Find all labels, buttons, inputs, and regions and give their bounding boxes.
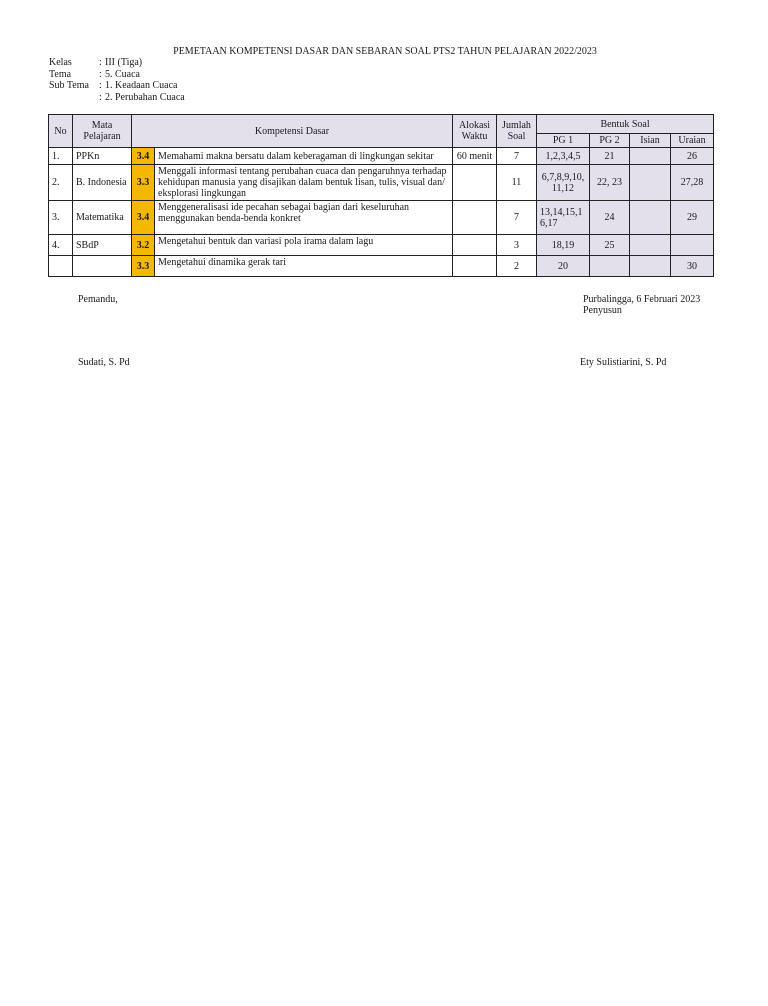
cell-pg2: 22, 23 <box>590 165 630 201</box>
header-uraian: Uraian <box>671 134 714 148</box>
cell-pg2: 24 <box>590 201 630 235</box>
kd-mapping-table <box>48 114 714 277</box>
cell-mapel: Matematika <box>73 201 132 235</box>
signature-left-role: Pemandu, <box>78 294 118 305</box>
cell-kd-number: 3.4 <box>132 148 155 165</box>
cell-isian <box>630 201 671 235</box>
cell-uraian <box>671 235 714 256</box>
cell-alokasi <box>453 201 497 235</box>
cell-kd-number: 3.3 <box>132 256 155 277</box>
table-row <box>49 201 714 235</box>
meta-value: 5. Cuaca <box>105 68 140 80</box>
cell-uraian: 27,28 <box>671 165 714 201</box>
meta-value: 2. Perubahan Cuaca <box>105 91 185 103</box>
cell-pg1: 13,14,15,1 6,17 <box>537 201 590 235</box>
meta-value: III (Tiga) <box>105 57 143 68</box>
table-row <box>49 235 714 256</box>
meta-colon: : <box>99 80 102 92</box>
meta-label: Tema <box>49 68 72 80</box>
cell-isian <box>630 148 671 165</box>
meta-row-kelas <box>49 57 185 69</box>
signature-right-name: Ety Sulistiarini, S. Pd <box>580 357 667 368</box>
cell-uraian: 29 <box>671 201 714 235</box>
cell-mapel: SBdP <box>73 235 132 256</box>
cell-pg1: 6,7,8,9,10, 11,12 <box>537 165 590 201</box>
meta-row-subtema-2 <box>49 92 185 104</box>
cell-alokasi <box>453 235 497 256</box>
header-isian: Isian <box>630 134 671 148</box>
cell-uraian: 30 <box>671 256 714 277</box>
document-meta <box>49 57 185 103</box>
cell-isian <box>630 235 671 256</box>
cell-jumlah: 11 <box>497 165 537 201</box>
meta-colon: : <box>99 68 102 80</box>
cell-no: 3. <box>49 201 73 235</box>
cell-pg2: 21 <box>590 148 630 165</box>
signature-left-name: Sudati, S. Pd <box>78 357 130 368</box>
cell-mapel: PPKn <box>73 148 132 165</box>
meta-value: 1. Keadaan Cuaca <box>105 80 178 92</box>
cell-isian <box>630 256 671 277</box>
cell-no <box>49 256 73 277</box>
cell-mapel <box>73 256 132 277</box>
cell-no: 1. <box>49 148 73 165</box>
cell-jumlah: 7 <box>497 201 537 235</box>
cell-jumlah: 2 <box>497 256 537 277</box>
cell-kd-text: Menggali informasi tentang perubahan cuaca dan pengaruhnya terhadap kehidupan manusia yang disajikan dalam bentuk lisan, tulis, visual dan/ eksplorasi lingkungan <box>155 165 453 201</box>
header-mata-pelajaran: Mata Pelajaran <box>73 115 132 148</box>
cell-no: 2. <box>49 165 73 201</box>
header-bentuk-soal: Bentuk Soal <box>537 115 714 134</box>
cell-kd-number: 3.3 <box>132 165 155 201</box>
cell-alokasi: 60 menit <box>453 148 497 165</box>
cell-alokasi <box>453 256 497 277</box>
cell-no: 4. <box>49 235 73 256</box>
cell-jumlah: 3 <box>497 235 537 256</box>
cell-pg1: 1,2,3,4,5 <box>537 148 590 165</box>
cell-jumlah: 7 <box>497 148 537 165</box>
meta-row-subtema <box>49 80 185 92</box>
header-jumlah-soal: Jumlah Soal <box>497 115 537 148</box>
document-title: PEMETAAN KOMPETENSI DASAR DAN SEBARAN SOAL PTS2 TAHUN PELAJARAN 2022/2023 <box>173 46 597 57</box>
signature-right-role: Penyusun <box>583 305 622 316</box>
cell-kd-number: 3.2 <box>132 235 155 256</box>
cell-uraian: 26 <box>671 148 714 165</box>
meta-label: Sub Tema <box>49 80 89 92</box>
header-pg1: PG 1 <box>537 134 590 148</box>
cell-pg2: 25 <box>590 235 630 256</box>
cell-kd-text: Menggeneralisasi ide pecahan sebagai bagian dari keseluruhan menggunakan benda-benda konkret <box>155 201 453 235</box>
cell-kd-number: 3.4 <box>132 201 155 235</box>
meta-colon: : <box>99 91 102 103</box>
cell-kd-text: Mengetahui dinamika gerak tari <box>155 256 453 277</box>
cell-pg2 <box>590 256 630 277</box>
header-pg2: PG 2 <box>590 134 630 148</box>
meta-row-tema <box>49 69 185 81</box>
table-row <box>49 256 714 277</box>
cell-pg1: 18,19 <box>537 235 590 256</box>
cell-kd-text: Memahami makna bersatu dalam keberagaman di lingkungan sekitar <box>155 148 453 165</box>
meta-label <box>49 92 99 104</box>
table-row <box>49 165 714 201</box>
cell-isian <box>630 165 671 201</box>
signature-right-place-date: Purbalingga, 6 Februari 2023 <box>583 294 701 305</box>
cell-kd-text: Mengetahui bentuk dan variasi pola irama dalam lagu <box>155 235 453 256</box>
header-alokasi-waktu: Alokasi Waktu <box>453 115 497 148</box>
cell-pg1: 20 <box>537 256 590 277</box>
cell-alokasi <box>453 165 497 201</box>
table-row <box>49 148 714 165</box>
meta-label: Kelas <box>49 57 72 68</box>
cell-mapel: B. Indonesia <box>73 165 132 201</box>
meta-colon: : <box>99 57 102 68</box>
header-no: No <box>49 115 73 148</box>
header-kompetensi-dasar: Kompetensi Dasar <box>132 115 453 148</box>
